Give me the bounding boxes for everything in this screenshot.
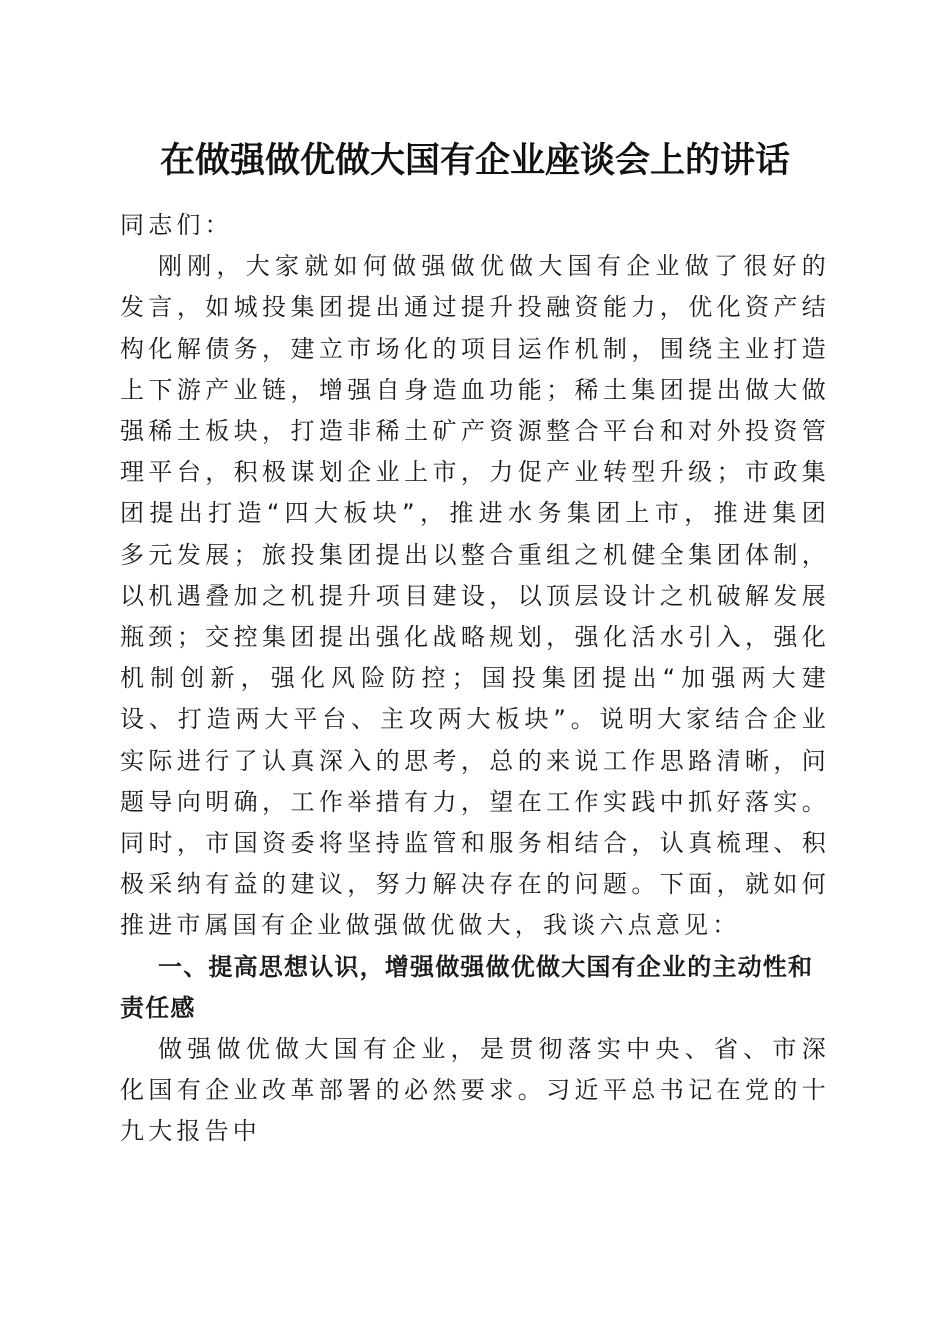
document-body [120,205,830,1153]
salutation: 同志们： [120,211,233,239]
section-heading-1: 一、提高思想认识，增强做强做优做大国有企业的主动性和责任感 [120,952,814,1022]
section-1-paragraph: 做强做优做大国有企业，是贯彻落实中央、省、市深化国有企业改革部署的必然要求。习近平总书记在党的十九大报告中 [120,1035,830,1146]
opening-paragraph: 刚刚，大家就如何做强做优做大国有企业做了很好的发言，如城投集团提出通过提升投融资能力，优化资产结构化解债务，建立市场化的项目运作机制，围绕主业打造上下游产业链，增强自身造血功能；稀土集团提出做大做强稀土板块，打造非稀土矿产资源整合平台和对外投资管理平台，积极谋划企业上市，力促产业转型升级；市政集团提出打造“四大板块”，推进水务集团上市，推进集团多元发展；旅投集团提出以整合重组之机健全集团体制，以机遇叠加之机提升项目建设，以顶层设计之机破解发展瓶颈；交控集团提出强化战略规划，强化活水引入，强化机制创新，强化风险防控；国投集团提出“加强两大建设、打造两大平台、主攻两大板块”。说明大家结合企业实际进行了认真深入的思考，总的来说工作思路清晰，问题导向明确，工作举措有力，望在工作实践中抓好落实。同时，市国资委将坚持监管和服务相结合，认真梳理、积极采纳有益的建议，努力解决存在的问题。下面，就如何推进市属国有企业做强做优做大，我谈六点意见： [120,252,830,940]
document-title: 在做强做优做大国有企业座谈会上的讲话 [159,140,790,181]
